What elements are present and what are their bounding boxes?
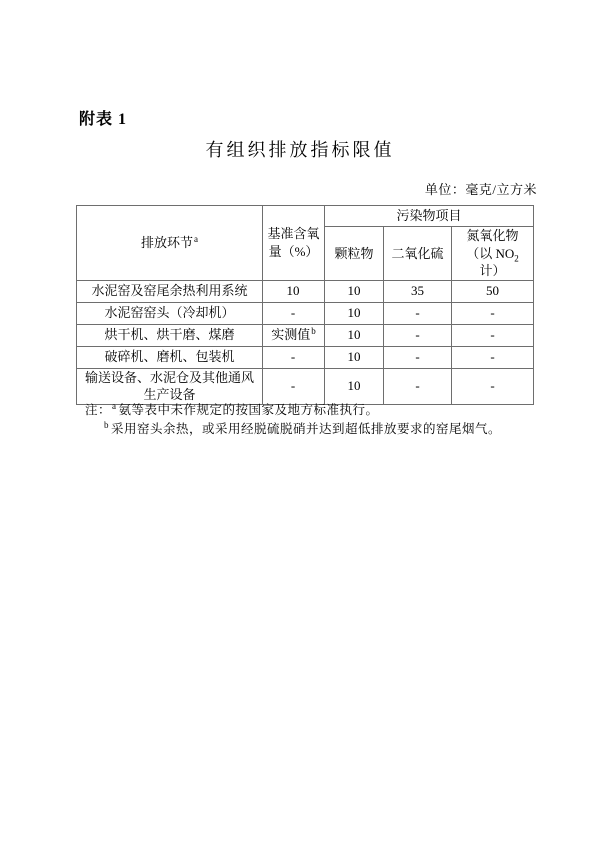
header-nox-line2 — [454, 245, 531, 280]
table-row — [77, 368, 534, 404]
note-prefix: 注： — [85, 403, 112, 417]
cell-pm: 10 — [325, 324, 384, 346]
note-b-text: 采用窑头余热，或采用经脱硫脱硝并达到超低排放要求的窑尾烟气。 — [111, 422, 502, 436]
footnote-marker-b: b — [311, 326, 316, 337]
appendix-table-label: 附表 1 — [79, 111, 128, 128]
cell-nox: - — [452, 346, 534, 368]
cell-nox: 50 — [452, 280, 534, 302]
header-baseline-oxygen — [263, 206, 325, 281]
cell-nox: - — [452, 302, 534, 324]
cell-nox: - — [452, 368, 534, 404]
table-row — [77, 324, 534, 346]
table-row — [77, 346, 534, 368]
table-row — [77, 280, 534, 302]
unit-label: 单位：毫克/立方米 — [424, 182, 537, 197]
cell-stage: 破碎机、磨机、包装机 — [77, 346, 263, 368]
header-row-group — [77, 206, 534, 227]
cell-nox: - — [452, 324, 534, 346]
cell-oxygen — [263, 302, 325, 324]
note-b — [85, 420, 501, 439]
page-title: 有组织排放指标限值 — [205, 140, 395, 160]
header-nox-line1: 氮氧化物 — [466, 228, 519, 243]
cell-oxygen — [263, 324, 325, 346]
header-pollutant-group: 污染物项目 — [325, 206, 534, 227]
cell-stage: 输送设备、水泥仓及其他通风生产设备 — [77, 368, 263, 404]
footnote-marker-a: a — [194, 233, 198, 244]
cell-oxygen — [263, 346, 325, 368]
cell-pm: 10 — [325, 280, 384, 302]
cell-stage: 水泥窑及窑尾余热利用系统 — [77, 280, 263, 302]
cell-oxygen — [263, 368, 325, 404]
footnote-marker-b: b — [104, 419, 109, 430]
header-particulate-matter: 颗粒物 — [325, 227, 384, 281]
cell-oxygen — [263, 280, 325, 302]
cell-so2: 35 — [384, 280, 452, 302]
cell-so2: - — [384, 368, 452, 404]
note-a-text: 氨等表中未作规定的按国家及地方标准执行。 — [118, 403, 379, 417]
cell-oxygen-value: 10 — [286, 283, 300, 299]
header-nox-line2-post: 计） — [479, 263, 506, 279]
header-emission-stage-label: 排放环节 — [140, 235, 193, 251]
cell-pm: 10 — [325, 302, 384, 324]
cell-pm: 10 — [325, 368, 384, 404]
cell-stage: 水泥窑窑头（冷却机） — [77, 302, 263, 324]
cell-so2: - — [384, 324, 452, 346]
cell-stage: 烘干机、烘干磨、煤磨 — [77, 324, 263, 346]
footnote-marker-a: a — [112, 400, 117, 411]
table-notes — [85, 401, 501, 439]
header-emission-stage — [77, 206, 263, 281]
header-nitrogen-oxides — [452, 227, 534, 281]
cell-oxygen-value: - — [290, 349, 296, 365]
header-nox-line2-pre: （以 NO — [466, 245, 515, 261]
header-sulfur-dioxide: 二氧化硫 — [384, 227, 452, 281]
cell-oxygen-value: - — [290, 378, 296, 394]
no2-subscript: 2 — [514, 253, 519, 264]
header-baseline-oxygen-line2: 量（%） — [268, 243, 319, 259]
cell-so2: - — [384, 302, 452, 324]
cell-oxygen-value: - — [290, 305, 296, 321]
note-a — [85, 401, 501, 420]
cell-so2: - — [384, 346, 452, 368]
table-row — [77, 302, 534, 324]
cell-pm: 10 — [325, 346, 384, 368]
cell-oxygen-value: 实测值 — [271, 327, 311, 343]
header-baseline-oxygen-line1: 基准含氧 — [267, 226, 320, 242]
emission-limits-table — [76, 205, 534, 405]
